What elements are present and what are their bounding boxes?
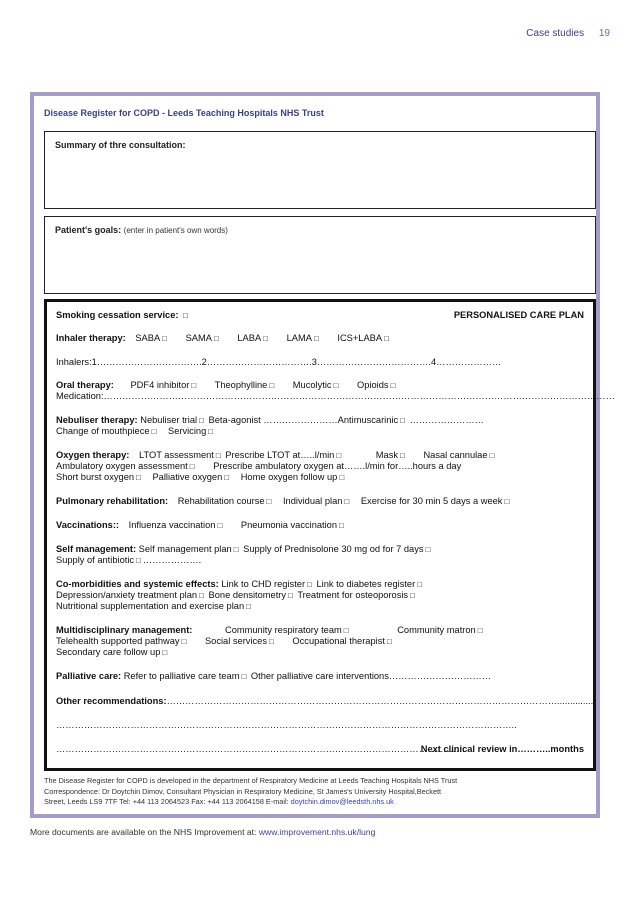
checkbox[interactable]: □ [213,334,219,343]
goals-box[interactable] [44,216,596,294]
inhaler-row [56,333,584,344]
option-saba: SABA [135,333,161,343]
checkbox[interactable]: □ [233,545,239,554]
checkbox[interactable]: □ [390,381,396,390]
ambulatory-row [56,461,584,472]
vaccinations-label: Vaccinations:: [56,520,120,530]
checkbox[interactable]: □ [208,427,214,436]
checkbox[interactable]: □ [336,451,342,460]
oxygen-row [56,450,584,461]
nebuliser-row [56,415,584,426]
checkbox[interactable]: □ [333,381,339,390]
register-frame [30,92,615,818]
option-palliative-other: Other palliative care interventions…………………………… [250,671,492,681]
option-ltot-assessment: LTOT assessment [138,450,214,460]
option-densitometry: Bone densitometry [208,590,287,600]
option-laba: LABA [237,333,262,343]
checkbox[interactable]: □ [162,334,167,343]
option-osteoporosis: Treatment for osteoporosis [297,590,409,600]
checkbox[interactable]: □ [425,545,431,554]
pulmonary-row [56,496,584,507]
next-review-row [56,744,584,755]
option-theophylline: Theophylline [214,380,268,390]
option-opioids: Opioids [356,380,389,390]
option-servicing: Servicing [168,426,207,436]
option-depression: Depression/anxiety treatment plan [56,590,198,600]
option-sama: SAMA [185,333,212,343]
option-prednisolone: Supply of Prednisolone 30 mg od for 7 days [243,544,424,554]
footer-line-1: The Disease Register for COPD is developed in the department of Respiratory Medicine at Leeds Teaching Hospitals NHS Trust [44,776,458,785]
antibiotic-dots: ………………. [142,555,202,565]
footer-line-2: Correspondence: Dr Doytchin Dimov, Consultant Physician in Respiratory Medicine, St James's University Hospital,Beckett [44,786,442,796]
telehealth-row [56,636,584,647]
more-documents-text: More documents are available on the NHS Improvement at: [30,827,257,837]
other-label: Other recommendations: [56,696,167,706]
summary-label: Summary of thre consultation: [55,140,186,150]
inhaler-label: Inhaler therapy: [56,333,126,343]
vaccinations-row [56,520,584,531]
palliative-label: Palliative care: [56,671,122,681]
checkbox[interactable]: □ [199,591,204,600]
checkbox[interactable]: □ [410,591,415,600]
more-documents-note [30,827,375,837]
checkbox[interactable]: □ [339,473,345,482]
checkbox[interactable]: □ [344,497,350,506]
checkbox[interactable]: □ [263,334,269,343]
option-palliative-oxygen: Palliative oxygen [152,472,223,482]
oral-label: Oral therapy: [56,380,114,390]
checkbox[interactable]: □ [307,580,312,589]
checkbox[interactable]: □ [266,497,272,506]
goals-label: Patient's goals: [55,225,122,235]
register-title: Disease Register for COPD - Leeds Teaching Hospitals NHS Trust [44,108,324,118]
option-palliative-team: Refer to palliative care team [123,671,240,681]
footer-line-3: Street, Leeds LS9 7TF Tel: +44 113 2064523 Fax: +44 113 2064158 E-mail: [44,797,289,806]
smoking-label: Smoking cessation service: [56,310,179,320]
nebuliser-label: Nebuliser therapy: [56,415,138,425]
option-influenza: Influenza vaccination [128,520,216,530]
option-diabetes: Link to diabetes register [316,579,416,589]
checkbox[interactable]: □ [136,473,141,482]
other-row [56,696,596,707]
option-beta-agonist: Beta-agonist ……………………Antimuscarinic [208,415,399,425]
checkbox[interactable]: □ [136,556,141,565]
multidisciplinary-row [56,625,584,636]
option-ics-laba: ICS+LABA [337,333,383,343]
short-burst-row [56,472,584,483]
secondary-care-row [56,647,584,658]
option-mask: Mask [375,450,398,460]
option-lama: LAMA [286,333,312,343]
depression-row [56,590,584,601]
checkbox[interactable]: □ [384,334,389,343]
pulmonary-label: Pulmonary rehabilitation: [56,496,169,506]
option-nebuliser-trial: Nebuliser trial [140,415,198,425]
checkbox[interactable]: □ [400,416,405,425]
checkbox[interactable]: □ [224,473,230,482]
smoking-row [56,310,584,321]
checkbox[interactable]: □ [400,451,405,460]
checkbox[interactable]: □ [217,521,223,530]
option-social-services: Social services [204,636,267,646]
option-occupational-therapist: Occupational therapist [292,636,385,646]
mouthpiece-row [56,426,584,437]
comorbidities-label: Co-morbidities and systemic effects: [56,579,219,589]
checkbox[interactable]: □ [189,462,195,471]
oxygen-label: Oxygen therapy: [56,450,130,460]
improvement-link[interactable]: www.improvement.nhs.uk/lung [258,827,376,837]
option-telehealth: Telehealth supported pathway [56,636,180,646]
checkbox[interactable]: □ [268,637,274,646]
checkbox[interactable]: □ [269,381,275,390]
option-ambulatory-assessment: Ambulatory oxygen assessment [56,461,188,471]
option-pdf4: PDF4 inhibitor [130,380,190,390]
checkbox[interactable]: □ [241,672,247,681]
checkbox[interactable]: □ [181,637,187,646]
multidisciplinary-label: Multidisciplinary management: [56,625,193,635]
oral-row [56,380,584,391]
option-change-mouthpiece: Change of mouthpiece [56,426,150,436]
option-antibiotic: Supply of antibiotic [56,555,135,565]
option-mucolytic: Mucolytic [292,380,332,390]
summary-box[interactable] [44,131,596,209]
comorbidities-row [56,579,584,590]
other-dots: ………………………………………………………………………………………………………………............... [166,696,596,706]
review-dots: …………………………………………………………………………………………………………………… [56,744,466,754]
care-plan-box [44,299,615,771]
checkbox[interactable]: □ [288,591,293,600]
checkbox[interactable]: □ [246,602,251,611]
checkbox[interactable]: □ [199,416,204,425]
option-prescribe-ambulatory: Prescribe ambulatory oxygen at…….l/min for…..hours a day [213,461,462,471]
option-community-matron: Community matron [397,625,476,635]
checkbox[interactable]: □ [417,580,423,589]
option-secondary-care: Secondary care follow up [56,647,161,657]
option-nutrition: Nutritional supplementation and exercise plan [56,601,245,611]
checkbox[interactable]: □ [477,626,483,635]
option-exercise: Exercise for 30 min 5 days a week [360,496,503,506]
option-chd: Link to CHD register [221,579,306,589]
page-header [526,28,610,39]
nebuliser-dots: …………………… [409,415,484,425]
self-management-label: Self management: [56,544,137,554]
checkbox[interactable]: □ [386,637,392,646]
palliative-row [56,671,584,682]
inhalers-line: Inhalers:1…………………………….2…………………………….3……………………………….4………………… [56,357,502,367]
option-self-plan: Self management plan [138,544,232,554]
option-individual-plan: Individual plan [282,496,343,506]
page-number: 19 [598,28,610,39]
register-footer [44,776,584,808]
self-management-row [56,544,584,555]
checkbox[interactable]: □ [151,427,157,436]
checkbox[interactable]: □ [343,626,349,635]
checkbox[interactable]: □ [489,451,495,460]
option-rehab-course: Rehabilitation course [177,496,265,506]
medication-line: Medication:………………………………………………………………………………………………………………………………………………… [56,391,615,401]
option-short-burst: Short burst oxygen [56,472,135,482]
next-review: Next clinical review in………..months [420,744,584,754]
dots-line: ………………………………………………………………………………………………………………………………….. [56,720,517,730]
checkbox[interactable]: □ [162,648,168,657]
goals-note: (enter in patient's own words) [123,226,228,235]
option-prescribe-ltot: Prescribe LTOT at…..l/min [225,450,335,460]
nutrition-row [56,601,584,612]
checkbox[interactable]: □ [504,497,510,506]
checkbox[interactable]: □ [339,521,344,530]
checkbox[interactable]: □ [191,381,197,390]
option-home-oxygen: Home oxygen follow up [240,472,338,482]
antibiotic-row [56,555,584,566]
checkbox[interactable]: □ [215,451,221,460]
care-plan-title: PERSONALISED CARE PLAN [453,310,584,320]
checkbox[interactable]: □ [183,311,188,320]
option-pneumonia: Pneumonia vaccination [240,520,338,530]
email-link[interactable]: doytchin.dimov@leedsth.nhs.uk [290,797,394,806]
option-community-team: Community respiratory team [224,625,342,635]
section-title: Case studies [526,28,585,39]
option-nasal-cannulae: Nasal cannulae [423,450,488,460]
checkbox[interactable]: □ [313,334,319,343]
